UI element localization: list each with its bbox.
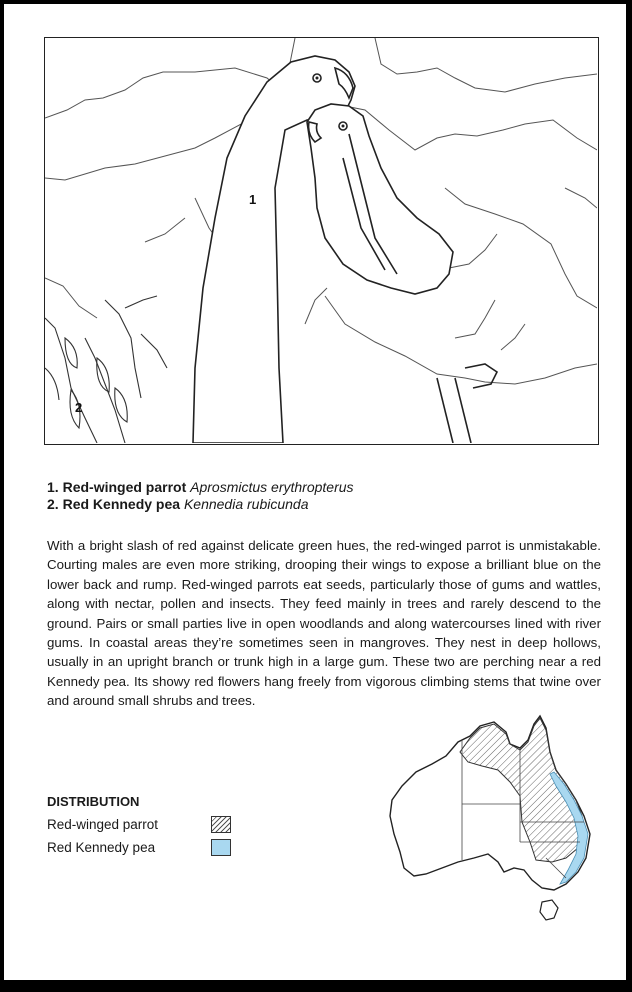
- description-paragraph: With a bright slash of red against delicate green hues, the red-winged parrot is unmistakable. Courting males are even more striking, drooping their wings to expose a brilliant blue on the lower back and rump. Red-winged parrots eat seeds, particularly those of gums and wattles, along with nectar, pollen and insects. They feed mainly in trees and rarely descend to the ground. Pairs or small parties live in open woodlands and along watercourses lined with river gums. In coastal areas they’re sometimes seen in mangroves. They nest in deep hollows, usually in an upright branch or trunk high in a large gum. These two are perching near a red Kennedy pea. Its showy red flowers hang freely from vigorous climbing stems that twine over and around small shrubs and trees.: [47, 538, 601, 709]
- parrot-line-drawing: [45, 38, 597, 443]
- caption-number: 2.: [47, 496, 59, 512]
- common-name: Red Kennedy pea: [62, 496, 181, 512]
- book-page: [4, 4, 626, 980]
- distribution-title: DISTRIBUTION: [47, 794, 140, 809]
- scientific-name: Kennedia rubicunda: [183, 496, 309, 512]
- hatch-swatch-icon: [211, 816, 231, 833]
- legend-label: Red-winged parrot: [47, 817, 159, 832]
- blue-swatch-icon: [211, 839, 231, 856]
- species-captions: [47, 479, 354, 513]
- common-name: Red-winged parrot: [62, 479, 187, 495]
- caption-red-kennedy-pea: [47, 496, 354, 513]
- australia-distribution-map: [370, 712, 610, 927]
- tasmania-outline: [540, 900, 558, 920]
- legend-item-red-kennedy-pea: [47, 836, 247, 859]
- legend-label: Red Kennedy pea: [47, 840, 156, 855]
- caption-number: 1.: [47, 479, 59, 495]
- callout-1: 1: [249, 192, 257, 207]
- legend-item-red-winged-parrot: [47, 813, 247, 836]
- callout-2: 2: [75, 400, 83, 415]
- distribution-legend: [47, 794, 247, 859]
- illustration-panel: [44, 37, 599, 445]
- caption-red-winged-parrot: [47, 479, 354, 496]
- scientific-name: Aprosmictus erythropterus: [190, 479, 354, 495]
